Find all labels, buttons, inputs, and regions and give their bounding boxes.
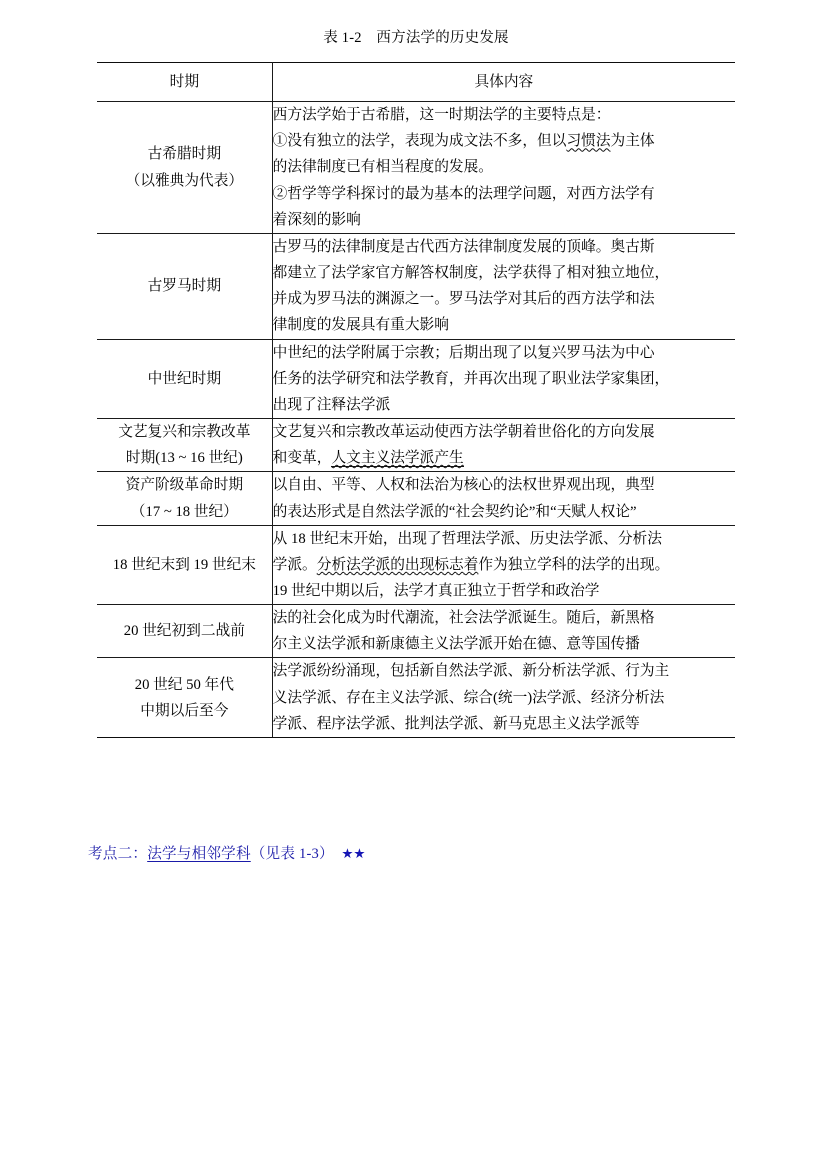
table-row xyxy=(97,658,735,737)
period-cell xyxy=(97,605,272,658)
period-line: 资产阶级革命时期 xyxy=(125,477,244,494)
content-line: 从 18 世纪末开始，出现了哲理法学派、历史法学派、分析法 xyxy=(272,530,662,547)
period-cell xyxy=(97,525,272,604)
content-line: 任务的法学研究和法学教育，并再次出现了职业法学家集团， xyxy=(272,370,670,387)
content-line: 法学派纷纷涌现，包括新自然法学派、新分析法学派、行为主 xyxy=(272,663,670,680)
period-line: 古罗马时期 xyxy=(147,278,222,295)
content-line: 并成为罗马法的渊源之一。罗马法学对其后的西方法学和法 xyxy=(272,291,655,308)
section-heading-kaodian-2 xyxy=(88,842,366,863)
table-row xyxy=(97,605,735,658)
table-caption: 表 1-2 西方法学的历史发展 xyxy=(323,30,509,46)
content-line: 文艺复兴和宗教改革运动使西方法学朝着世俗化的方向发展 xyxy=(272,424,655,441)
period-line: 时期(13 ~ 16 世纪) xyxy=(125,450,243,467)
content-text: 和变革， xyxy=(272,450,332,467)
content-text: 学派。 xyxy=(272,556,317,573)
content-cell xyxy=(272,658,735,737)
content-cell xyxy=(272,525,735,604)
column-header-period: 时期 xyxy=(97,63,272,102)
content-line: 律制度的发展具有重大影响 xyxy=(272,317,449,334)
emphasis-wavy: 习惯法 xyxy=(566,133,611,150)
period-line: 20 世纪 50 年代 xyxy=(134,676,234,693)
period-cell xyxy=(97,419,272,472)
period-line: 中期以后至今 xyxy=(140,702,229,719)
period-cell xyxy=(97,472,272,525)
content-cell xyxy=(272,102,735,234)
content-line xyxy=(273,552,735,578)
history-of-western-jurisprudence-table xyxy=(97,62,735,738)
content-line: 学派、程序法学派、批判法学派、新马克思主义法学派等 xyxy=(272,715,640,732)
period-line: （以雅典为代表） xyxy=(125,172,244,189)
kaodian-prefix: 考点二： xyxy=(88,846,148,862)
content-line: ②哲学等学科探讨的最为基本的法理学问题，对西方法学有 xyxy=(272,185,655,202)
period-cell xyxy=(97,339,272,418)
content-line: 法的社会化成为时代潮流，社会法学派诞生。随后，新黑格 xyxy=(272,610,655,627)
content-line xyxy=(273,445,735,471)
period-line: （17 ~ 18 世纪） xyxy=(130,503,238,520)
table-row xyxy=(97,472,735,525)
table-row xyxy=(97,233,735,339)
content-line: 出现了注释法学派 xyxy=(272,396,391,413)
period-line: 18 世纪末到 19 世纪末 xyxy=(112,556,256,573)
emphasis-wavy: 人文主义法学派产生 xyxy=(331,450,464,467)
kaodian-reference: （见表 1-3） xyxy=(250,846,327,862)
kaodian-title: 法学与相邻学科 xyxy=(147,846,251,862)
content-cell xyxy=(272,472,735,525)
period-cell xyxy=(97,233,272,339)
content-line: 西方法学始于古希腊，这一时期法学的主要特点是： xyxy=(272,107,611,124)
content-text: ①没有独立的法学，表现为成文法不多，但以 xyxy=(272,133,567,150)
table-row xyxy=(97,102,735,234)
content-line: 中世纪的法学附属于宗教；后期出现了以复兴罗马法为中心 xyxy=(272,344,655,361)
content-text: 作为独立学科的法学的出现。 xyxy=(478,556,670,573)
table-row xyxy=(97,525,735,604)
content-cell xyxy=(272,339,735,418)
content-cell xyxy=(272,419,735,472)
content-line: 尔主义法学派和新康德主义法学派开始在德、意等国传播 xyxy=(272,636,640,653)
content-text: 为主体 xyxy=(610,133,655,150)
difficulty-stars: ★★ xyxy=(341,846,366,861)
content-line: 义法学派、存在主义法学派、综合(统一)法学派、经济分析法 xyxy=(272,689,665,706)
emphasis-wavy: 分析法学派的出现标志着 xyxy=(316,556,479,573)
content-line: 的表达形式是自然法学派的“社会契约论”和“天赋人权论” xyxy=(272,503,637,520)
content-line xyxy=(273,128,735,154)
content-cell xyxy=(272,605,735,658)
content-line: 都建立了法学家官方解答权制度，法学获得了相对独立地位， xyxy=(272,265,670,282)
content-line: 古罗马的法律制度是古代西方法律制度发展的顶峰。奥古斯 xyxy=(272,238,655,255)
content-line: 着深刻的影响 xyxy=(272,211,361,228)
period-line: 文艺复兴和宗教改革 xyxy=(118,424,251,441)
content-line: 19 世纪中期以后，法学才真正独立于哲学和政治学 xyxy=(272,582,600,599)
period-line: 20 世纪初到二战前 xyxy=(123,623,245,640)
column-header-content: 具体内容 xyxy=(272,63,735,102)
table-header-row xyxy=(97,63,735,102)
period-cell xyxy=(97,102,272,234)
content-cell xyxy=(272,233,735,339)
table-row xyxy=(97,419,735,472)
period-cell xyxy=(97,658,272,737)
content-line: 以自由、平等、人权和法治为核心的法权世界观出现，典型 xyxy=(272,477,655,494)
period-line: 古希腊时期 xyxy=(147,146,222,163)
period-line: 中世纪时期 xyxy=(147,370,222,387)
content-line: 的法律制度已有相当程度的发展。 xyxy=(272,159,493,176)
table-row xyxy=(97,339,735,418)
